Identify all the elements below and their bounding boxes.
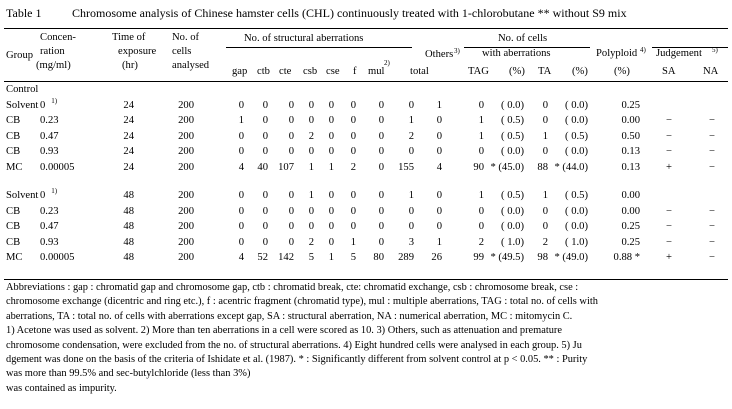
cell-others: 1 (436, 236, 442, 248)
cell-poly: 0.00 (621, 205, 640, 217)
header-col-sa: SA (662, 66, 676, 77)
cell-ctb: 0 (262, 221, 268, 232)
cell-group: Control (6, 84, 39, 95)
cell-cte: 0 (288, 205, 294, 217)
cell-tag: 90 (473, 161, 484, 173)
table-label: Table 1 (6, 6, 42, 20)
cell-tap: ( 0.5) (565, 190, 588, 201)
rule-header-bottom (4, 81, 728, 82)
cell-gap: 0 (238, 236, 244, 248)
cell-time: 48 (123, 221, 134, 232)
cell-gap: 1 (238, 115, 244, 126)
cell-cse: 0 (328, 130, 334, 142)
cell-ta: 1 (542, 130, 548, 142)
cell-tagp: * (45.0) (490, 161, 524, 173)
cell-ta: 0 (542, 115, 548, 126)
cell-poly: 0.25 (621, 221, 640, 232)
cell-group: Solvent (6, 99, 39, 111)
cell-gap: 0 (238, 190, 244, 201)
cell-ctb: 0 (262, 236, 268, 248)
header-judgement: Judgement (656, 48, 702, 59)
cell-sa: + (666, 161, 672, 173)
cell-f: 0 (350, 130, 356, 142)
cell-others: 0 (436, 221, 442, 232)
cell-csb: 2 (308, 130, 314, 142)
cell-ctb: 0 (262, 115, 268, 126)
cell-tap: ( 1.0) (565, 236, 588, 248)
cell-poly: 0.50 (621, 130, 640, 142)
cell-cells: 200 (178, 205, 194, 217)
cell-group: CB (6, 205, 21, 217)
cell-ctb: 0 (262, 190, 268, 201)
cell-tap: ( 0.0) (565, 99, 588, 111)
header-polyploid-unit: (%) (614, 66, 630, 77)
cell-f: 0 (350, 99, 356, 111)
cell-poly: 0.00 (621, 115, 640, 126)
header-col-cte: cte (279, 66, 292, 77)
cell-na: − (709, 236, 715, 248)
cell-na: − (709, 252, 715, 263)
header-col-with-ab: (%) (572, 66, 588, 77)
rule-top (4, 28, 728, 29)
cell-mul: 0 (378, 190, 384, 201)
cell-na: − (709, 146, 715, 157)
cell-f: 0 (350, 205, 356, 217)
cell-tap: ( 0.0) (565, 115, 588, 126)
cell-csb: 0 (308, 115, 314, 126)
cell-tagp: ( 1.0) (501, 236, 524, 248)
cell-mul: 0 (378, 221, 384, 232)
cell-time: 48 (123, 190, 134, 201)
cell-tag: 99 (473, 252, 484, 263)
cell-tap: ( 0.5) (565, 130, 588, 142)
cell-group: MC (6, 161, 23, 173)
cell-cse: 0 (328, 146, 334, 157)
cell-sa: − (666, 115, 672, 126)
cell-cte: 0 (288, 146, 294, 157)
cell-tagp: ( 0.5) (501, 130, 524, 142)
cell-conc: 0 (40, 190, 46, 201)
rule-structural-span (226, 47, 412, 48)
header-col-ctb: ctb (257, 66, 270, 77)
cell-f: 0 (350, 221, 356, 232)
cell-tag: 0 (478, 221, 484, 232)
rule-bottom (4, 279, 728, 280)
cell-cte: 142 (278, 252, 294, 263)
header-col-f: f (353, 66, 357, 77)
header-time-line: (hr) (122, 60, 138, 71)
cell-group: CB (6, 146, 21, 157)
cell-poly: 0.13 (621, 161, 640, 173)
cell-others: 0 (436, 190, 442, 201)
cell-conc: 0.23 (40, 205, 59, 217)
header-col-with-ab: TAG (468, 66, 489, 77)
cell-tagp: ( 0.0) (501, 221, 524, 232)
cell-time: 24 (123, 146, 134, 157)
cell-group: CB (6, 130, 21, 142)
cell-poly: 0.88 * (613, 252, 640, 263)
header-conc-line: ration (40, 46, 65, 57)
cell-csb: 2 (308, 236, 314, 248)
header-conc-line: Concen- (40, 32, 76, 43)
cell-tap: * (44.0) (554, 161, 588, 173)
cell-time: 24 (123, 115, 134, 126)
cell-poly: 0.25 (621, 236, 640, 248)
cell-csb: 0 (308, 99, 314, 111)
cell-cse: 1 (328, 252, 334, 263)
cell-tap: ( 0.0) (565, 146, 588, 157)
header-col-total: total (410, 66, 429, 77)
cell-others: 0 (436, 205, 442, 217)
cell-f: 0 (350, 190, 356, 201)
cell-others: 0 (436, 130, 442, 142)
cell-conc: 0.93 (40, 146, 59, 157)
cell-cte: 0 (288, 190, 294, 201)
cell-ta: 0 (542, 99, 548, 111)
cell-group-note: 1) (51, 187, 58, 195)
cell-cells: 200 (178, 221, 194, 232)
cell-ta: 0 (542, 221, 548, 232)
cell-ta: 98 (537, 252, 548, 263)
header-cells-line: analysed (172, 60, 210, 71)
cell-mul: 0 (378, 130, 384, 142)
cell-sa: − (666, 205, 672, 217)
header-with-ab-2: with aberrations (482, 48, 551, 59)
header-polyploid: Polyploid (596, 48, 638, 59)
cell-sa: + (666, 252, 672, 263)
cell-gap: 0 (238, 205, 244, 217)
cell-gap: 4 (238, 161, 244, 173)
cell-tagp: ( 0.0) (501, 99, 524, 111)
footnote-line: aberrations, TA : total no. of cells with aberrations except gap, SA : structural aberration, NA : numerical aberration, MC : mitomycin C. (6, 310, 573, 322)
cell-total: 1 (408, 115, 414, 126)
cell-time: 24 (123, 99, 134, 111)
cell-tagp: ( 0.0) (501, 146, 524, 157)
cell-tagp: ( 0.0) (501, 205, 524, 217)
cell-conc: 0.93 (40, 236, 59, 248)
cell-cells: 200 (178, 115, 194, 126)
cell-f: 0 (350, 146, 356, 157)
header-col-gap: gap (232, 66, 248, 77)
cell-mul: 0 (378, 161, 384, 173)
cell-cells: 200 (178, 99, 194, 111)
cell-csb: 1 (308, 190, 314, 201)
cell-conc: 0.47 (40, 221, 59, 232)
table-title: Chromosome analysis of Chinese hamster cells (CHL) continuously treated with 1-chlorobutane ** without S9 mix (72, 6, 627, 20)
cell-group: CB (6, 221, 21, 232)
cell-csb: 5 (308, 252, 314, 263)
cell-tagp: * (49.5) (490, 252, 524, 263)
cell-cte: 0 (288, 236, 294, 248)
cell-csb: 1 (308, 161, 314, 173)
cell-others: 0 (436, 146, 442, 157)
cell-cse: 1 (328, 161, 334, 173)
cell-tagp: ( 0.5) (501, 190, 524, 201)
cell-cells: 200 (178, 161, 194, 173)
header-with-ab-1: No. of cells (498, 33, 548, 44)
cell-cte: 0 (288, 99, 294, 111)
cell-group: MC (6, 252, 23, 263)
cell-ctb: 0 (262, 99, 268, 111)
cell-cells: 200 (178, 146, 194, 157)
footnote-line: Abbreviations : gap : chromatid gap and chromosome gap, ctb : chromatid break, cte: chromatid exchange, csb : chromosome break, cse : (6, 282, 579, 293)
cell-cells: 200 (178, 236, 194, 248)
cell-poly: 0.00 (621, 190, 640, 201)
header-polyploid-note: 4) (640, 46, 646, 54)
cell-cte: 107 (278, 161, 294, 173)
cell-total: 0 (408, 205, 414, 217)
cell-sa: − (666, 130, 672, 142)
header-others-note: 3) (454, 47, 460, 55)
cell-ta: 2 (542, 236, 548, 248)
cell-csb: 0 (308, 221, 314, 232)
cell-na: − (709, 161, 715, 173)
footnote-line: was more than 99.5% and sec-butylchloride (less than 3%) (6, 368, 251, 380)
cell-cse: 0 (328, 236, 334, 248)
cell-na: − (709, 205, 715, 217)
cell-tag: 2 (478, 236, 484, 248)
cell-tap: ( 0.0) (565, 205, 588, 217)
cell-conc: 0.00005 (40, 252, 75, 263)
cell-sa: − (666, 236, 672, 248)
cell-cse: 0 (328, 221, 334, 232)
cell-gap: 0 (238, 130, 244, 142)
cell-cte: 0 (288, 221, 294, 232)
cell-ctb: 0 (262, 205, 268, 217)
cell-na: − (709, 130, 715, 142)
header-others: Others (425, 49, 454, 60)
header-cells-line: No. of (172, 32, 200, 43)
cell-ctb: 0 (262, 130, 268, 142)
cell-csb: 0 (308, 146, 314, 157)
header-col-mul: mul (368, 66, 385, 77)
cell-tag: 0 (478, 205, 484, 217)
cell-mul: 0 (378, 115, 384, 126)
cell-mul: 80 (373, 252, 384, 263)
cell-conc: 0.47 (40, 130, 59, 142)
footnote-line: chromosome condensation, were excluded from the no. of structural aberrations. 4) Eight hundred cells were analysed in each group. 5) Ju (6, 339, 582, 351)
cell-cse: 0 (328, 115, 334, 126)
cell-tag: 1 (478, 115, 484, 126)
footnote-line: dgement was done on the basis of the criteria of Ishidate et al. (1987). * : Significantly different from solvent control at p < 0.05. ** : Purity (6, 354, 588, 365)
cell-group: CB (6, 236, 21, 248)
cell-total: 0 (408, 99, 414, 111)
cell-gap: 4 (238, 252, 244, 263)
cell-ta: 88 (537, 161, 548, 173)
cell-time: 48 (123, 252, 134, 263)
header-time-line: exposure (118, 46, 157, 57)
cell-conc: 0.23 (40, 115, 59, 126)
cell-time: 24 (123, 130, 134, 142)
cell-conc: 0.00005 (40, 161, 75, 173)
cell-mul: 0 (378, 236, 384, 248)
cell-cells: 200 (178, 190, 194, 201)
cell-ta: 0 (542, 146, 548, 157)
cell-mul: 0 (378, 146, 384, 157)
footnote-line: 1) Acetone was used as solvent. 2) More than ten aberrations in a cell were scored as 10. 3) Others, such as attenuation and premature (6, 325, 562, 337)
header-structural: No. of structural aberrations (244, 33, 364, 44)
header-judgement-note: 5) (712, 46, 718, 54)
cell-ctb: 40 (257, 161, 268, 173)
cell-ctb: 0 (262, 146, 268, 157)
cell-conc: 0 (40, 99, 46, 111)
cell-gap: 0 (238, 146, 244, 157)
cell-others: 4 (436, 161, 442, 173)
cell-tap: * (49.0) (554, 252, 588, 263)
cell-csb: 0 (308, 205, 314, 217)
cell-total: 3 (408, 236, 414, 248)
cell-time: 48 (123, 205, 134, 217)
cell-total: 155 (398, 161, 414, 173)
cell-group-note: 1) (51, 96, 58, 105)
cell-mul: 0 (378, 99, 384, 111)
header-col-with-ab: (%) (509, 66, 525, 77)
cell-cse: 0 (328, 190, 334, 201)
cell-f: 2 (350, 161, 356, 173)
cell-f: 5 (350, 252, 356, 263)
cell-ctb: 52 (257, 252, 268, 263)
header-group: Group (6, 50, 34, 61)
cell-total: 1 (408, 190, 414, 201)
cell-cte: 0 (288, 115, 294, 126)
cell-others: 1 (436, 99, 442, 111)
cell-gap: 0 (238, 99, 244, 111)
header-cells-line: cells (172, 46, 192, 57)
cell-others: 0 (436, 115, 442, 126)
cell-poly: 0.25 (621, 99, 640, 111)
header-col-csb: csb (303, 66, 318, 77)
cell-cells: 200 (178, 130, 194, 142)
cell-time: 24 (123, 161, 134, 173)
cell-cse: 0 (328, 99, 334, 111)
cell-ta: 1 (542, 190, 548, 201)
cell-total: 2 (408, 130, 414, 142)
cell-time: 48 (123, 236, 134, 248)
cell-others: 26 (431, 252, 442, 263)
cell-tag: 0 (478, 146, 484, 157)
header-conc-line: (mg/ml) (36, 60, 71, 71)
cell-mul: 0 (378, 205, 384, 217)
cell-ta: 0 (542, 205, 548, 217)
header-col-na: NA (703, 66, 719, 77)
cell-tag: 0 (478, 99, 484, 111)
header-time-line: Time of (112, 32, 146, 43)
cell-na: − (709, 115, 715, 126)
cell-total: 289 (398, 252, 414, 263)
cell-sa: − (666, 221, 672, 232)
cell-poly: 0.13 (621, 146, 640, 157)
cell-tag: 1 (478, 190, 484, 201)
cell-group: CB (6, 115, 21, 126)
footnote-line: chromosome exchange (dicentric and ring etc.), f : acentric fragment (chromatid type), mul : multiple aberrations, TAG : total no. of cells with (6, 296, 598, 308)
cell-tap: ( 0.0) (565, 221, 588, 232)
cell-tagp: ( 0.5) (501, 115, 524, 126)
cell-f: 1 (350, 236, 356, 248)
cell-sa: − (666, 146, 672, 157)
cell-cells: 200 (178, 252, 194, 263)
cell-na: − (709, 221, 715, 232)
cell-tag: 1 (478, 130, 484, 142)
footnote-line: was contained as impurity. (6, 382, 117, 394)
header-col-with-ab: TA (538, 66, 552, 77)
cell-cte: 0 (288, 130, 294, 142)
cell-group: Solvent (6, 190, 39, 201)
cell-gap: 0 (238, 221, 244, 232)
cell-total: 0 (408, 221, 414, 232)
header-col-cse: cse (326, 66, 340, 77)
cell-total: 0 (408, 146, 414, 157)
cell-f: 0 (350, 115, 356, 126)
cell-cse: 0 (328, 205, 334, 217)
